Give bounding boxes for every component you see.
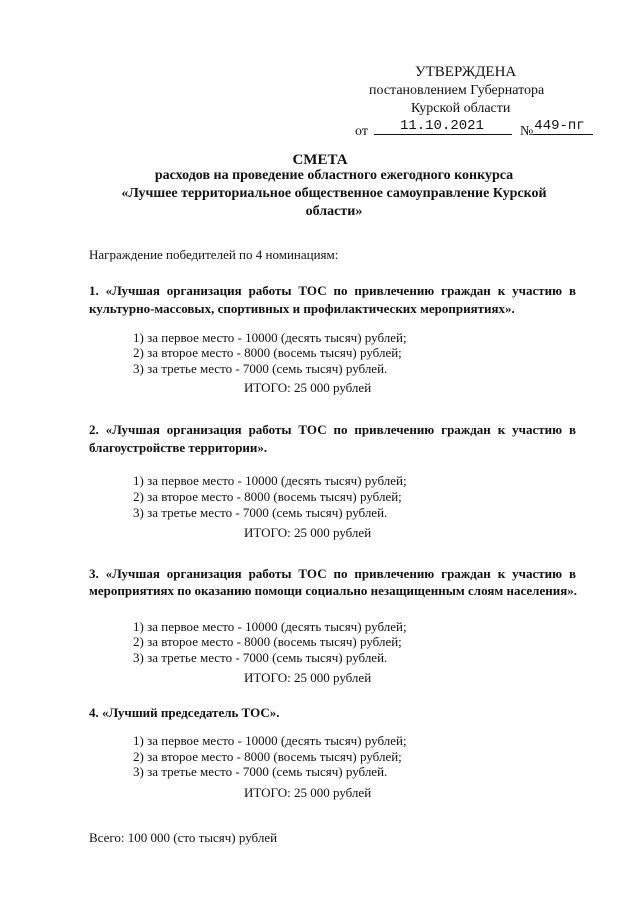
document-subtitle-line2: «Лучшее территориальное общественное самоуправление Курской <box>121 186 547 201</box>
nomination-2-total: ИТОГО: 25 000 рублей <box>244 525 372 540</box>
approval-line-region: Курской области <box>411 101 511 116</box>
nomination-2-prize-1: 1) за первое место - 10000 (десять тысяч) рублей; <box>133 473 407 488</box>
date-field <box>374 119 512 135</box>
nomination-3-total: ИТОГО: 25 000 рублей <box>244 670 372 685</box>
nomination-2-title-line1: 2. «Лучшая организация работы ТОС по привлечению граждан к участию в <box>89 422 576 437</box>
nomination-3-title-line2: мероприятиях по оказанию помощи социально незащищенным слоям населения». <box>89 583 577 598</box>
approval-line-decree: постановлением Губернатора <box>369 83 545 98</box>
nomination-1-title-line2: культурно-массовых, спортивных и профилактических мероприятиях». <box>89 301 515 316</box>
approval-date-row <box>355 119 593 140</box>
number-value: 449-пг <box>534 118 585 134</box>
date-value: 11.10.2021 <box>399 118 484 134</box>
nomination-3-prize-1: 1) за первое место - 10000 (десять тысяч) рублей; <box>133 619 407 634</box>
nomination-3-title-line1: 3. «Лучшая организация работы ТОС по привлечению граждан к участию в <box>89 566 576 581</box>
nomination-1-total: ИТОГО: 25 000 рублей <box>244 380 372 395</box>
date-prefix: от <box>355 124 368 139</box>
nomination-2-prize-2: 2) за второе место - 8000 (восемь тысяч) рублей; <box>133 489 402 504</box>
nomination-4-total: ИТОГО: 25 000 рублей <box>244 785 372 800</box>
nomination-3-prize-2: 2) за второе место - 8000 (восемь тысяч) рублей; <box>133 634 402 649</box>
nomination-4-prize-3: 3) за третье место - 7000 (семь тысяч) рублей. <box>133 764 388 779</box>
document-subtitle-line1: расходов на проведение областного ежегодного конкурса <box>154 168 514 183</box>
nomination-3-prize-3: 3) за третье место - 7000 (семь тысяч) рублей. <box>133 650 388 665</box>
number-sign: № <box>519 124 534 139</box>
nomination-4-prize-2: 2) за второе место - 8000 (восемь тысяч) рублей; <box>133 749 402 764</box>
approval-title: УТВЕРЖДЕНА <box>415 64 517 80</box>
nomination-4-title: 4. «Лучший председатель ТОС». <box>89 705 280 720</box>
document-subtitle-line3: области» <box>305 204 363 219</box>
nomination-1-title-line1: 1. «Лучшая организация работы ТОС по привлечению граждан к участию в <box>89 283 576 298</box>
intro-text: Награждение победителей по 4 номинациям: <box>89 247 339 262</box>
nomination-1-prize-1: 1) за первое место - 10000 (десять тысяч) рублей; <box>133 330 407 345</box>
nomination-1-prize-3: 3) за третье место - 7000 (семь тысяч) рублей. <box>133 361 388 376</box>
number-field <box>533 119 593 135</box>
nomination-2-title-line2: благоустройстве территории». <box>89 440 268 455</box>
nomination-2-prize-3: 3) за третье место - 7000 (семь тысяч) рублей. <box>133 505 388 520</box>
nomination-4-prize-1: 1) за первое место - 10000 (десять тысяч) рублей; <box>133 733 407 748</box>
grand-total: Всего: 100 000 (сто тысяч) рублей <box>89 830 278 845</box>
nomination-1-prize-2: 2) за второе место - 8000 (восемь тысяч) рублей; <box>133 345 402 360</box>
document-title: СМЕТА <box>292 152 348 168</box>
